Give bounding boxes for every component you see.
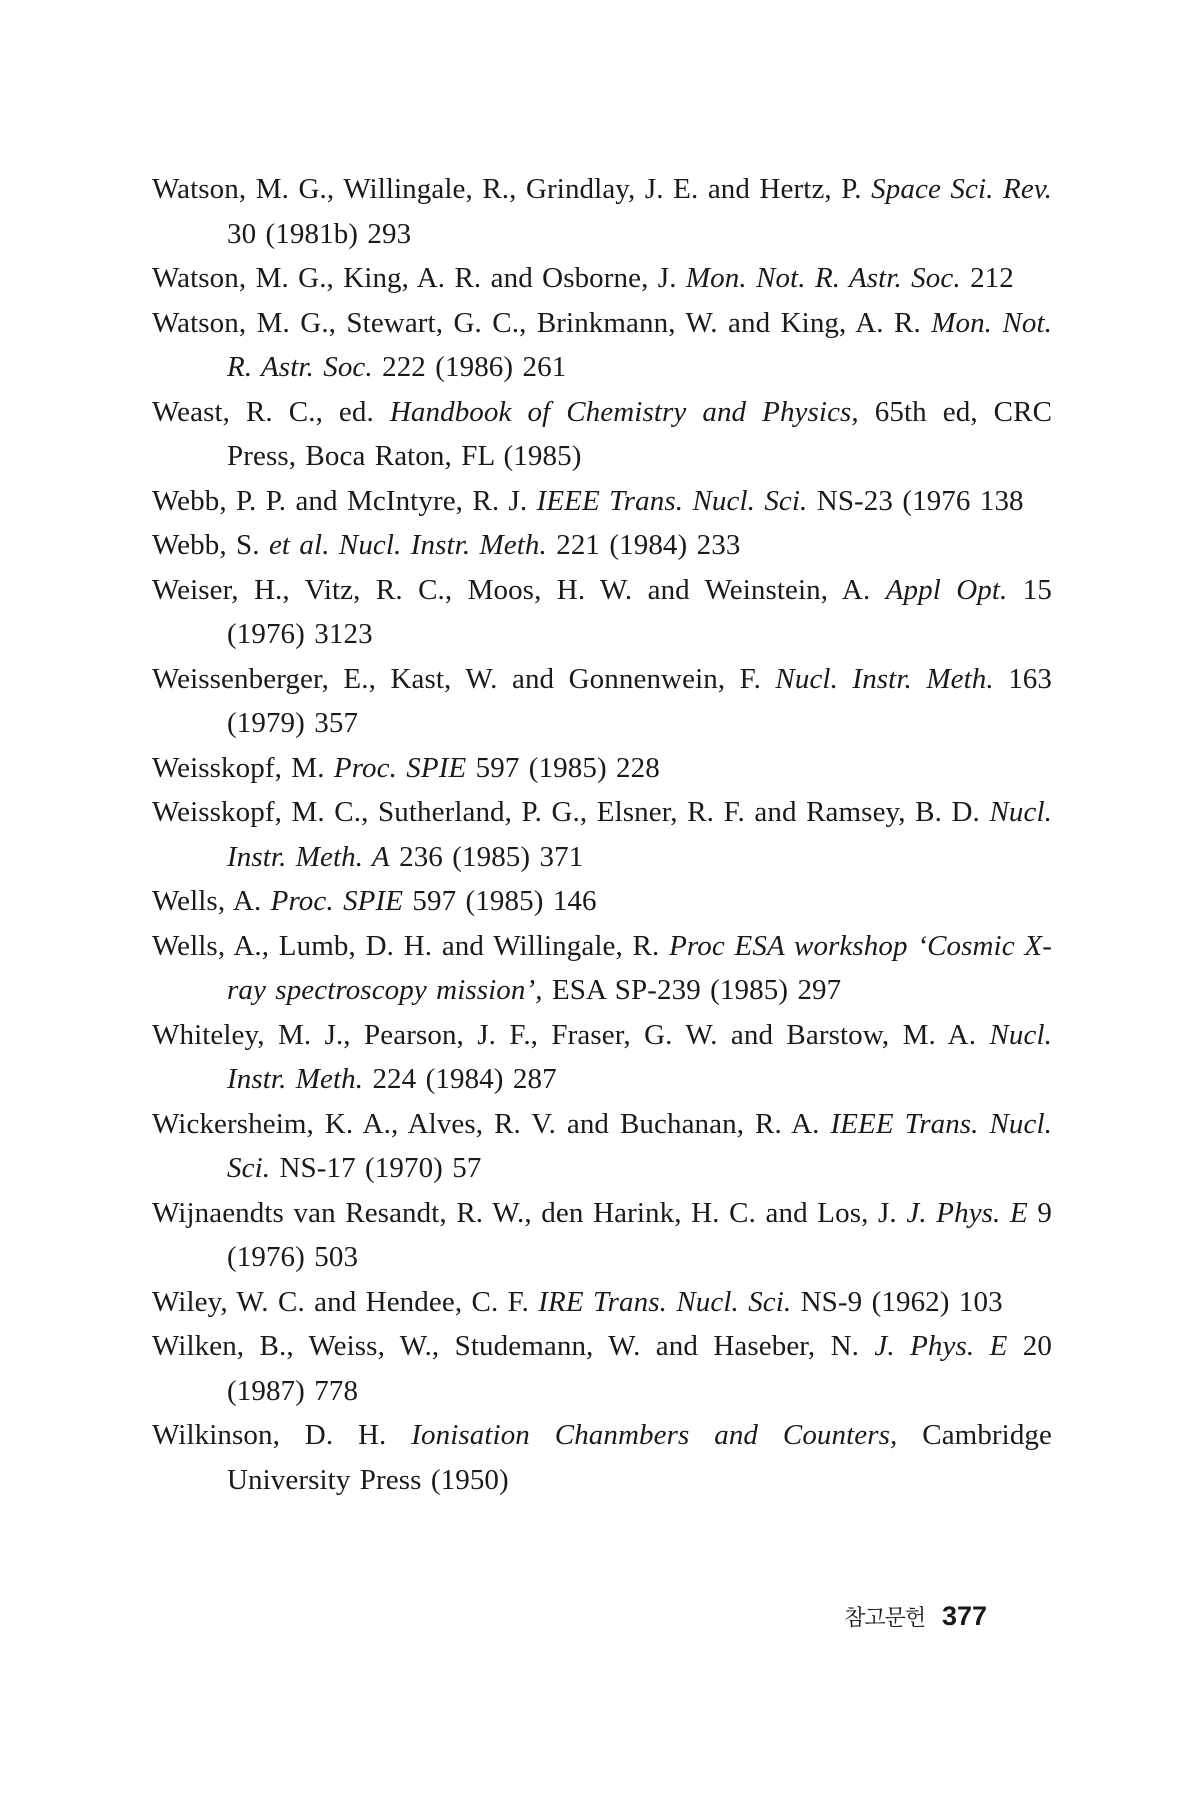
- reference-source-italic: et al. Nucl. Instr. Meth.: [268, 529, 547, 561]
- reference-text: 9 (1976) 503: [227, 1196, 1053, 1273]
- reference-text: 221 (1984) 233: [546, 529, 741, 561]
- reference-text: 30 (1981b) 293: [227, 217, 412, 250]
- reference-entry: [152, 924, 1052, 1013]
- reference-entry: [152, 1102, 1052, 1191]
- reference-entry: [152, 1413, 1052, 1502]
- reference-source-italic: Ionisation Chanmbers and Counters,: [411, 1419, 898, 1451]
- reference-text: Wickersheim, K. A., Alves, R. V. and Buchanan, R. A.: [152, 1107, 831, 1140]
- reference-text: NS-9 (1962) 103: [791, 1285, 1003, 1318]
- reference-text: Watson, M. G., Willingale, R., Grindlay, J. E. and Hertz, P.: [152, 173, 872, 205]
- reference-text: 597 (1985) 146: [403, 885, 597, 917]
- reference-text: 212: [960, 262, 1014, 294]
- reference-entry: [152, 790, 1052, 879]
- reference-source-italic: IEEE Trans. Nucl. Sci.: [227, 1107, 1052, 1184]
- reference-text: NS-23 (1976 138: [807, 484, 1024, 517]
- reference-text: 20 (1987) 778: [227, 1330, 1052, 1407]
- reference-entry: [152, 523, 1052, 568]
- reference-text: Watson, M. G., King, A. R. and Osborne, J.: [152, 262, 686, 294]
- reference-text: NS-17 (1970) 57: [270, 1152, 482, 1184]
- reference-entry: [152, 879, 1052, 924]
- reference-text: Wells, A.: [152, 885, 271, 917]
- reference-text: Wells, A., Lumb, D. H. and Willingale, R.: [152, 929, 670, 962]
- reference-text: Webb, P. P. and McIntyre, R. J.: [152, 484, 537, 517]
- reference-source-italic: Nucl. Instr. Meth.: [227, 1018, 1052, 1095]
- reference-text: Cambridge University Press (1950): [227, 1419, 1053, 1496]
- reference-text: Weisskopf, M. C., Sutherland, P. G., Elsner, R. F. and Ramsey, B. D.: [152, 796, 990, 828]
- reference-entry: [152, 1013, 1052, 1102]
- reference-entry: [152, 167, 1052, 256]
- reference-source-italic: Nucl. Instr. Meth.: [775, 662, 994, 695]
- reference-source-italic: Mon. Not. R. Astr. Soc.: [685, 262, 961, 294]
- reference-source-italic: IEEE Trans. Nucl. Sci.: [536, 484, 808, 517]
- reference-text: Weiser, H., Vitz, R. C., Moos, H. W. and Weinstein, A.: [152, 573, 886, 606]
- reference-text: 65th ed, CRC Press, Boca Raton, FL (1985): [227, 395, 1053, 472]
- reference-source-italic: IRE Trans. Nucl. Sci.: [538, 1285, 792, 1318]
- reference-text: 222 (1986) 261: [372, 351, 567, 383]
- reference-text: 236 (1985) 371: [389, 840, 584, 873]
- reference-text: Wilkinson, D. H.: [152, 1419, 412, 1451]
- reference-text: 224 (1984) 287: [363, 1063, 557, 1095]
- reference-source-italic: Proc. SPIE: [270, 885, 404, 917]
- reference-text: Wilken, B., Weiss, W., Studemann, W. and Haseber, N.: [152, 1330, 875, 1362]
- reference-source-italic: Proc ESA workshop ‘Cosmic X-ray spectroscopy mission’,: [227, 929, 1052, 1006]
- reference-entry: [152, 301, 1052, 390]
- reference-text: 597 (1985) 228: [466, 751, 660, 784]
- reference-source-italic: Space Sci. Rev.: [871, 173, 1052, 205]
- reference-source-italic: Proc. SPIE: [333, 751, 467, 784]
- reference-source-italic: J. Phys. E: [874, 1330, 1008, 1362]
- reference-source-italic: Mon. Not. R. Astr. Soc.: [227, 306, 1052, 383]
- reference-source-italic: J. Phys. E: [906, 1196, 1028, 1229]
- reference-source-italic: Nucl. Instr. Meth. A: [227, 796, 1052, 873]
- reference-entry: [152, 657, 1052, 746]
- reference-text: Watson, M. G., Stewart, G. C., Brinkmann, W. and King, A. R.: [152, 306, 932, 339]
- reference-entry: [152, 1324, 1052, 1413]
- reference-entry: [152, 390, 1052, 479]
- footer-section-label: 참고문헌: [844, 1606, 926, 1631]
- page-footer: [844, 1600, 987, 1635]
- reference-text: ESA SP-239 (1985) 297: [542, 974, 842, 1006]
- reference-text: Wijnaendts van Resandt, R. W., den Harink, H. C. and Los, J.: [152, 1196, 907, 1229]
- reference-entry: [152, 746, 1052, 791]
- reference-text: Weissenberger, E., Kast, W. and Gonnenwein, F.: [152, 662, 776, 695]
- reference-text: Whiteley, M. J., Pearson, J. F., Fraser, G. W. and Barstow, M. A.: [152, 1018, 990, 1051]
- reference-entry: [152, 568, 1052, 657]
- reference-source-italic: Appl Opt.: [885, 573, 1008, 606]
- reference-list: [152, 167, 1052, 1502]
- reference-text: 15 (1976) 3123: [227, 573, 1053, 650]
- reference-entry: [152, 479, 1052, 524]
- reference-text: Weast, R. C., ed.: [152, 395, 390, 428]
- reference-text: Webb, S.: [152, 529, 269, 561]
- page-number: 377: [941, 1601, 987, 1631]
- reference-text: Weisskopf, M.: [152, 751, 334, 784]
- reference-text: 163 (1979) 357: [227, 662, 1052, 739]
- reference-entry: [152, 1280, 1052, 1325]
- reference-source-italic: Handbook of Chemistry and Physics,: [389, 395, 859, 428]
- reference-entry: [152, 1191, 1052, 1280]
- reference-text: Wiley, W. C. and Hendee, C. F.: [152, 1285, 539, 1318]
- reference-entry: [152, 256, 1052, 301]
